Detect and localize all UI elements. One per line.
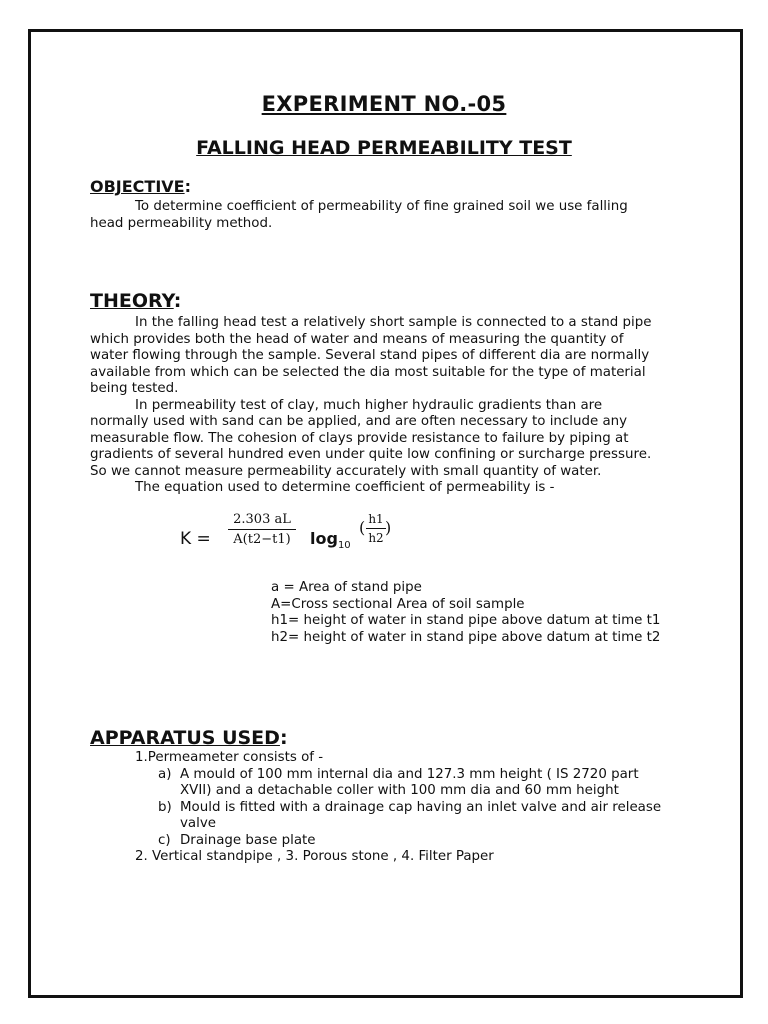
definition-item: A=Cross sectional Area of soil sample <box>271 596 525 612</box>
theory-line: which provides both the head of water and means of measuring the quantity of <box>90 331 624 347</box>
theory-line: gradients of several hundred even under quite low confining or surcharge pressure. <box>90 447 652 462</box>
theory-line: available from which can be selected the dia most suitable for the type of material <box>90 364 646 380</box>
formula-ratio <box>366 512 386 545</box>
definition-item: h1= height of water in stand pipe above datum at time t1 <box>271 613 661 628</box>
formula-lhs: K = <box>180 529 211 549</box>
objective-heading <box>90 177 191 196</box>
formula-log-base: 10 <box>337 540 351 552</box>
apparatus-item <box>90 833 661 850</box>
apparatus-heading-text: APPARATUS USED <box>90 727 280 749</box>
theory-line: measurable flow. The cohesion of clays provide resistance to failure by piping at <box>90 430 629 446</box>
formula-denominator: A(t2−t1) <box>233 532 291 547</box>
theory-line: being tested. <box>90 381 179 396</box>
theory-line <box>90 480 652 497</box>
item-marker: a) <box>158 766 172 782</box>
formula-fraction <box>228 512 296 547</box>
experiment-subtitle: FALLING HEAD PERMEABILITY TEST <box>196 137 572 159</box>
theory-heading-colon: : <box>173 290 182 312</box>
formula-numerator: 2.303 aL <box>228 512 296 530</box>
apparatus-others: 2. Vertical standpipe , 3. Porous stone , 4. Filter Paper <box>135 849 494 864</box>
formula-log <box>310 529 351 551</box>
formula-ratio-num: h1 <box>366 512 386 529</box>
apparatus-item <box>90 767 661 784</box>
formula-ratio-den: h2 <box>368 531 384 545</box>
theory-paragraphs <box>90 315 652 497</box>
objective-paragraph <box>90 199 628 232</box>
formula-close-paren: ) <box>385 518 392 537</box>
theory-line: normally used with sand can be applied, and are often necessary to include any <box>90 414 628 429</box>
item-text: Drainage base plate <box>180 832 316 848</box>
definition-item: a = Area of stand pipe <box>271 580 422 595</box>
experiment-title: EXPERIMENT NO.-05 <box>261 92 507 116</box>
theory-line-text: The equation used to determine coefficient of permeability is - <box>135 480 555 495</box>
item-marker: c) <box>158 832 171 848</box>
apparatus-heading <box>90 727 288 749</box>
objective-line: head permeability method. <box>90 215 273 231</box>
item-continuation: XVII) and a detachable coller with 100 mm dia and 60 mm height <box>180 783 619 798</box>
theory-line <box>90 398 652 415</box>
objective-line <box>90 199 628 216</box>
theory-line <box>90 315 652 332</box>
theory-line: So we cannot measure permeability accurately with small quantity of water. <box>90 463 602 479</box>
theory-heading-text: THEORY <box>90 290 174 312</box>
variable-definitions <box>271 580 660 646</box>
item-marker: b) <box>158 799 172 815</box>
apparatus-item <box>90 800 661 817</box>
theory-line: water flowing through the sample. Several stand pipes of different dia are normally <box>90 348 650 363</box>
theory-line-text: In permeability test of clay, much higher hydraulic gradients than are <box>135 397 603 413</box>
apparatus-list <box>90 750 661 866</box>
apparatus-intro: 1.Permeameter consists of - <box>135 750 324 765</box>
apparatus-heading-colon: : <box>279 727 288 749</box>
formula-log-text: log <box>310 529 338 548</box>
theory-line-text: In the falling head test a relatively short sample is connected to a stand pipe <box>135 315 652 330</box>
objective-line-text: To determine coefficient of permeability of fine grained soil we use falling <box>135 199 628 214</box>
definition-item: h2= height of water in stand pipe above datum at time t2 <box>271 629 661 645</box>
item-text: Mould is fitted with a drainage cap having an inlet valve and air release <box>180 799 662 815</box>
objective-heading-text: OBJECTIVE <box>90 177 185 196</box>
theory-heading <box>90 290 181 312</box>
item-continuation: valve <box>180 816 217 831</box>
item-text: A mould of 100 mm internal dia and 127.3 mm height ( IS 2720 part <box>180 766 639 782</box>
formula-open-paren: ( <box>359 518 366 537</box>
objective-heading-colon: : <box>184 177 192 196</box>
